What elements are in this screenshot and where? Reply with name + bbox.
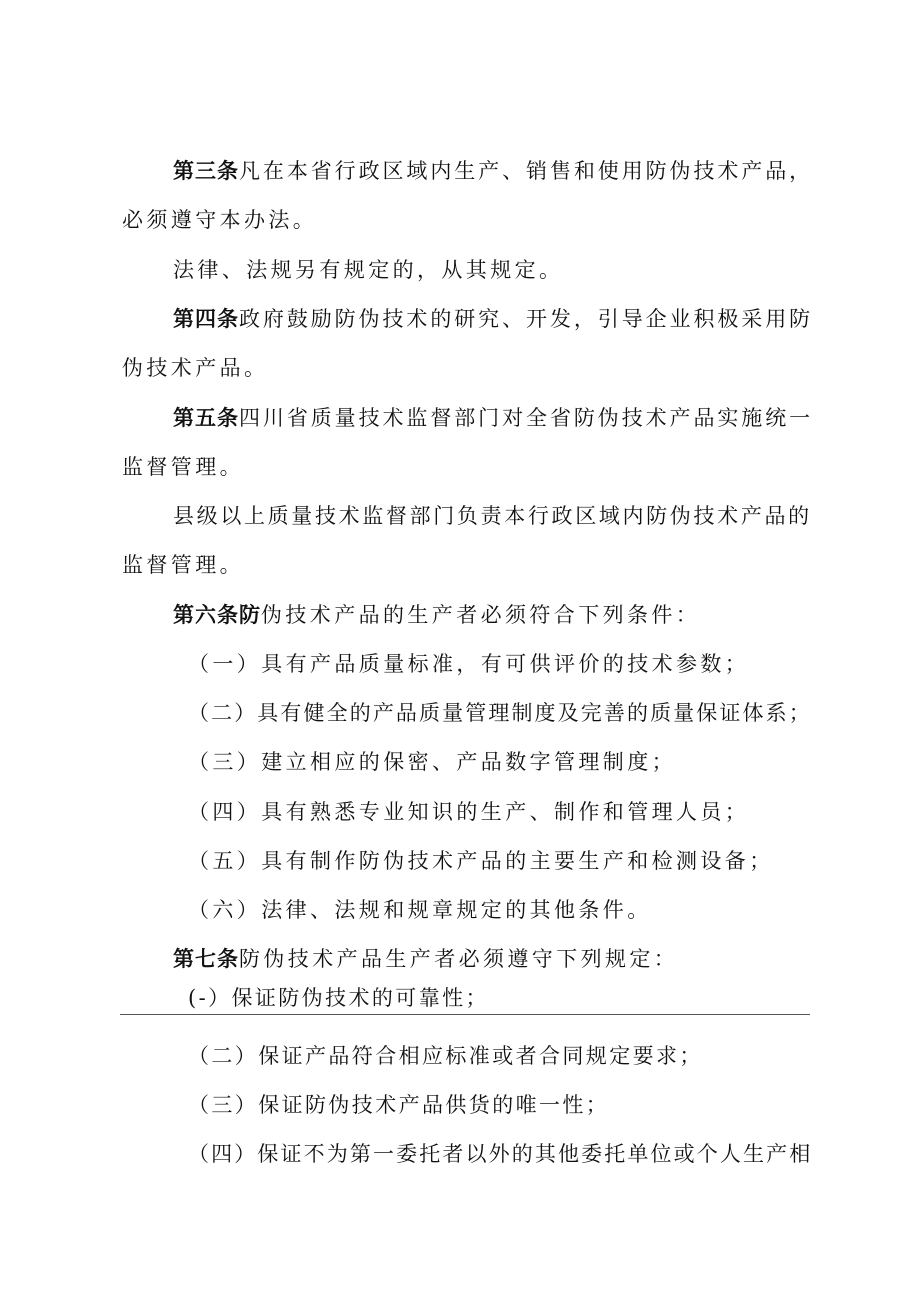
article-3-text: 凡在本省行政区域内生产、销售和使用防伪技术产品，	[239, 159, 814, 183]
article-7-text: 防伪技术产品生产者必须遵守下列规定：	[239, 947, 679, 971]
article-7-line-1	[173, 945, 678, 973]
article-5-line-2: 监督管理。	[122, 455, 244, 479]
article-6-item: （一）具有产品质量标准，有可供评价的技术参数；	[188, 652, 750, 676]
article-4-line-1	[173, 305, 813, 333]
article-7-item: （二）保证产品符合相应标准或者合同规定要求；	[188, 1044, 703, 1068]
article-7-item: (-）保证防伪技术的可靠性；	[188, 986, 489, 1010]
article-4-heading: 第四条	[173, 306, 239, 331]
article-4-line-2: 伪技术产品。	[122, 356, 269, 380]
article-7-item: （四）保证不为第一委托者以外的其他委托单位或个人生产相	[188, 1142, 813, 1166]
article-5-heading: 第五条	[173, 405, 239, 430]
article-3-para-2: 法律、法规另有规定的，从其规定。	[173, 258, 564, 282]
article-6-heading: 第六条防	[173, 602, 261, 627]
article-3-heading: 第三条	[173, 158, 239, 183]
article-3-line-2: 必须遵守本办法。	[122, 208, 318, 232]
article-5-line-1	[173, 404, 813, 432]
article-3-line-1	[173, 157, 813, 185]
article-7-heading: 第七条	[173, 946, 239, 971]
article-6-item: （五）具有制作防伪技术产品的主要生产和检测设备；	[188, 849, 774, 873]
article-5-text: 四川省质量技术监督部门对全省防伪技术产品实施统一	[239, 406, 814, 430]
article-6-item: （六）法律、法规和规章规定的其他条件。	[188, 898, 652, 922]
article-6-item: （二）具有健全的产品质量管理制度及完善的质量保证体系；	[188, 701, 812, 725]
horizontal-divider	[120, 1014, 810, 1015]
article-7-item: （三）保证防伪技术产品供货的唯一性；	[188, 1093, 610, 1117]
article-5-para-2-line-2: 监督管理。	[122, 553, 244, 577]
article-6-text: 伪技术产品的生产者必须符合下列条件：	[261, 603, 701, 627]
article-4-text: 政府鼓励防伪技术的研究、开发，引导企业积极采用防	[239, 307, 814, 331]
article-6-item: （四）具有熟悉专业知识的生产、制作和管理人员；	[188, 800, 750, 824]
article-6-line-1	[173, 601, 700, 629]
article-6-item: （三）建立相应的保密、产品数字管理制度；	[188, 750, 676, 774]
article-5-para-2-line-1: 县级以上质量技术监督部门负责本行政区域内防伪技术产品的	[173, 504, 812, 528]
